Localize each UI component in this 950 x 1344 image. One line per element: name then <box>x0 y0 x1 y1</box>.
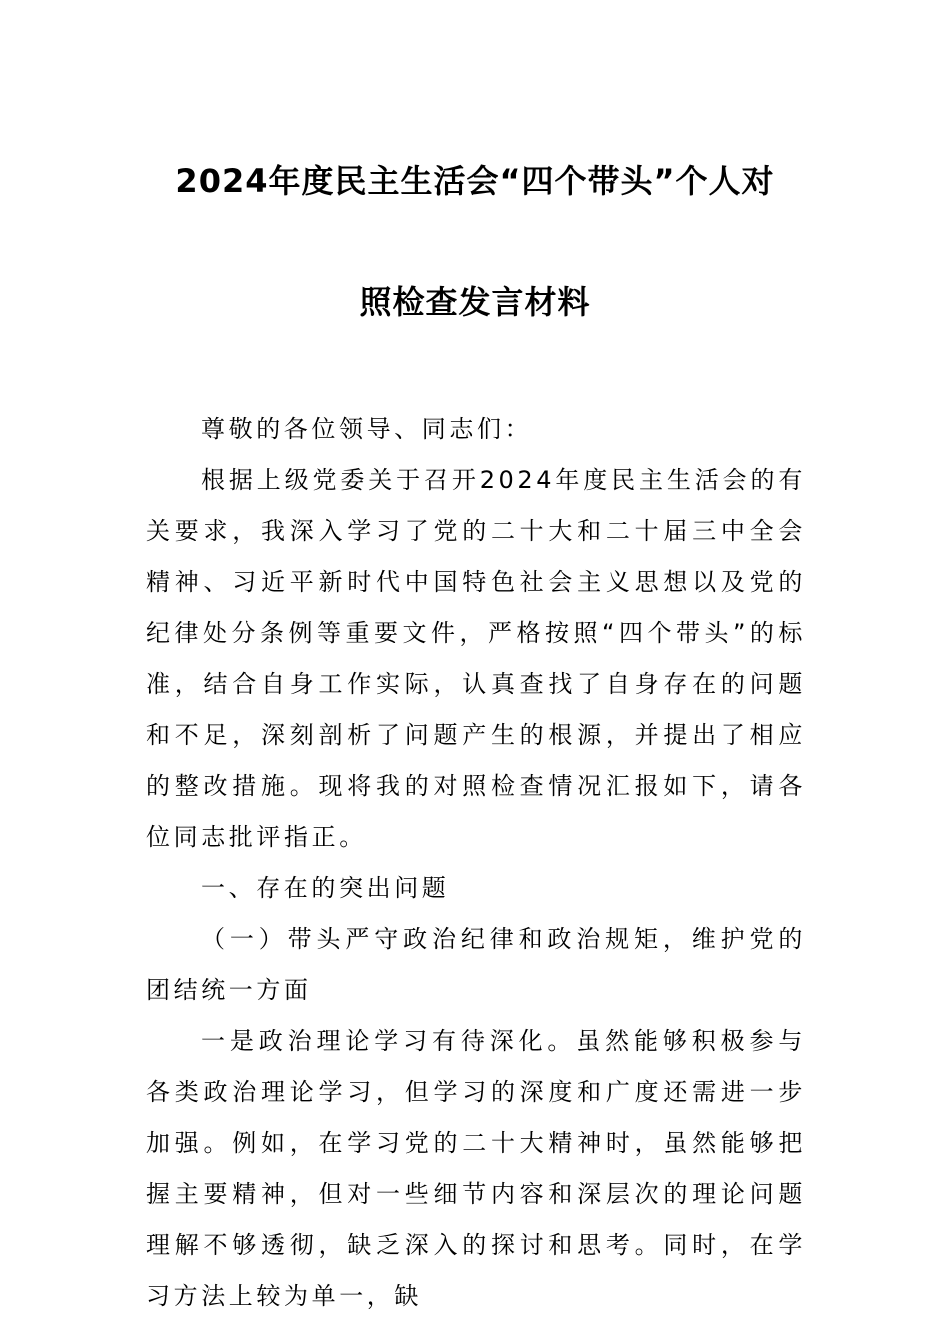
salutation: 尊敬的各位领导、同志们： <box>201 415 533 443</box>
section-heading: 一、存在的突出问题 <box>201 874 450 902</box>
intro-paragraph: 根据上级党委关于召开2024年度民主生活会的有关要求，我深入学习了党的二十大和二十届三中全会精神、习近平新时代中国特色社会主义思想以及党的纪律处分条例等重要文件，严格按照“四个带头”的标准，结合自身工作实际，认真查找了自身存在的问题和不足，深刻剖析了问题产生的根源，并提出了相应的整改措施。现将我的对照检查情况汇报如下，请各位同志批评指正。 <box>146 466 806 851</box>
document-title-line-1: 2024年度民主生活会“四个带头”个人对 <box>175 162 775 200</box>
document-body <box>146 404 806 1322</box>
subsection-heading: （一）带头严守政治纪律和政治规矩，维护党的团结统一方面 <box>146 925 806 1004</box>
document-title-line-2: 照检查发言材料 <box>359 283 591 321</box>
body-paragraph: 一是政治理论学习有待深化。虽然能够积极参与各类政治理论学习，但学习的深度和广度还需进一步加强。例如，在学习党的二十大精神时，虽然能够把握主要精神，但对一些细节内容和深层次的理论问题理解不够透彻，缺乏深入的探讨和思考。同时，在学习方法上较为单一，缺 <box>146 1027 806 1310</box>
